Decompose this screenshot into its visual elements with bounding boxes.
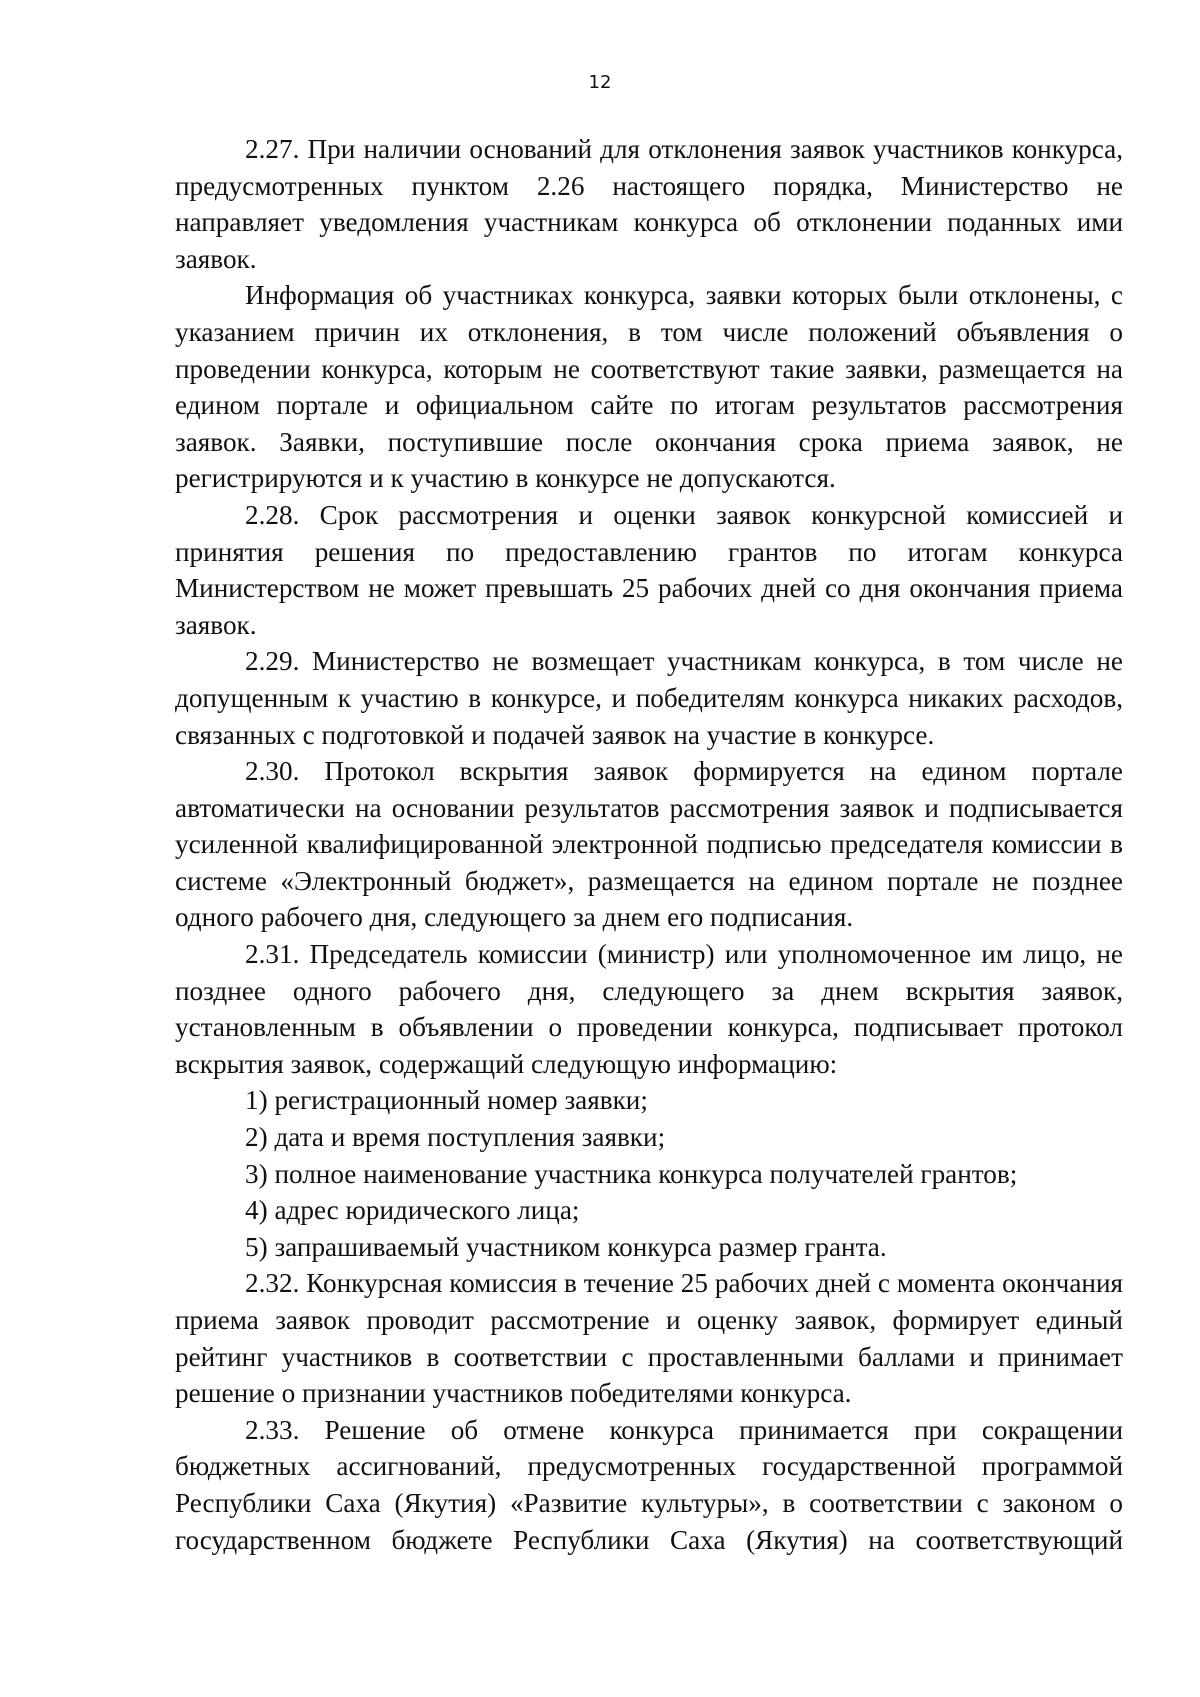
- paragraph-2-27: 2.27. При наличии оснований для отклонения заявок участников конкурса, предусмотренных пунктом 2.26 настоящего порядка, Министерство не направляет уведомления участникам конкурса об отклонении поданных ими заявок.: [175, 134, 1123, 274]
- list-item-4: 4) адрес юридического лица;: [245, 1195, 580, 1226]
- list-item-5: 5) запрашиваемый участником конкурса размер гранта.: [245, 1231, 887, 1262]
- paragraph-2-30: 2.30. Протокол вскрытия заявок формируется на едином портале автоматически на основании результатов рассмотрения заявок и подписывается усиленной квалифицированной электронной подписью председателя комиссии в системе «Электронный бюджет», размещается на едином портале не позднее одного рабочего дня, следующего за днем его подписания.: [175, 756, 1123, 933]
- paragraph-2-31: 2.31. Председатель комиссии (министр) или уполномоченное им лицо, не позднее одного рабочего дня, следующего за днем вскрытия заявок, установленным в объявлении о проведении конкурса, подписывает протокол вскрытия заявок, содержащий следующую информацию:: [175, 939, 1123, 1079]
- document-body: [175, 131, 1123, 1558]
- list-item-3: 3) полное наименование участника конкурса получателей грантов;: [245, 1158, 1018, 1189]
- page-number: 12: [588, 72, 612, 93]
- paragraph-2-28: 2.28. Срок рассмотрения и оценки заявок конкурсной комиссией и принятия решения по предоставлению грантов по итогам конкурса Министерством не может превышать 25 рабочих дней со дня окончания приема заявок.: [175, 499, 1123, 640]
- list-item-1: 1) регистрационный номер заявки;: [245, 1085, 648, 1116]
- paragraph-rejected-info: Информация об участниках конкурса, заявки которых были отклонены, с указанием причин их отклонения, в том числе положений объявления о проведении конкурса, которым не соответствуют такие заявки, размещается на едином портале и официальном сайте по итогам результатов рассмотрения заявок. Заявки, поступившие после окончания срока приема заявок, не регистрируются и к участию в конкурсе не допускаются.: [175, 280, 1123, 494]
- paragraph-2-32: 2.32. Конкурсная комиссия в течение 25 рабочих дней с момента окончания приема заявок проводит рассмотрение и оценку заявок, формирует единый рейтинг участников в соответствии с проставленными баллами и принимает решение о признании участников победителями конкурса.: [175, 1268, 1123, 1409]
- paragraph-2-29: 2.29. Министерство не возмещает участникам конкурса, в том числе не допущенным к участию в конкурсе, и победителям конкурса никаких расходов, связанных с подготовкой и подачей заявок на участие в конкурсе.: [175, 646, 1123, 750]
- list-item-2: 2) дата и время поступления заявки;: [245, 1122, 666, 1153]
- paragraph-2-33: 2.33. Решение об отмене конкурса принимается при сокращении бюджетных ассигнований, предусмотренных государственной программой Республики Саха (Якутия) «Развитие культуры», в соответствии с законом о государственном бюджете Республики Саха (Якутия) на соответствующий: [175, 1414, 1123, 1555]
